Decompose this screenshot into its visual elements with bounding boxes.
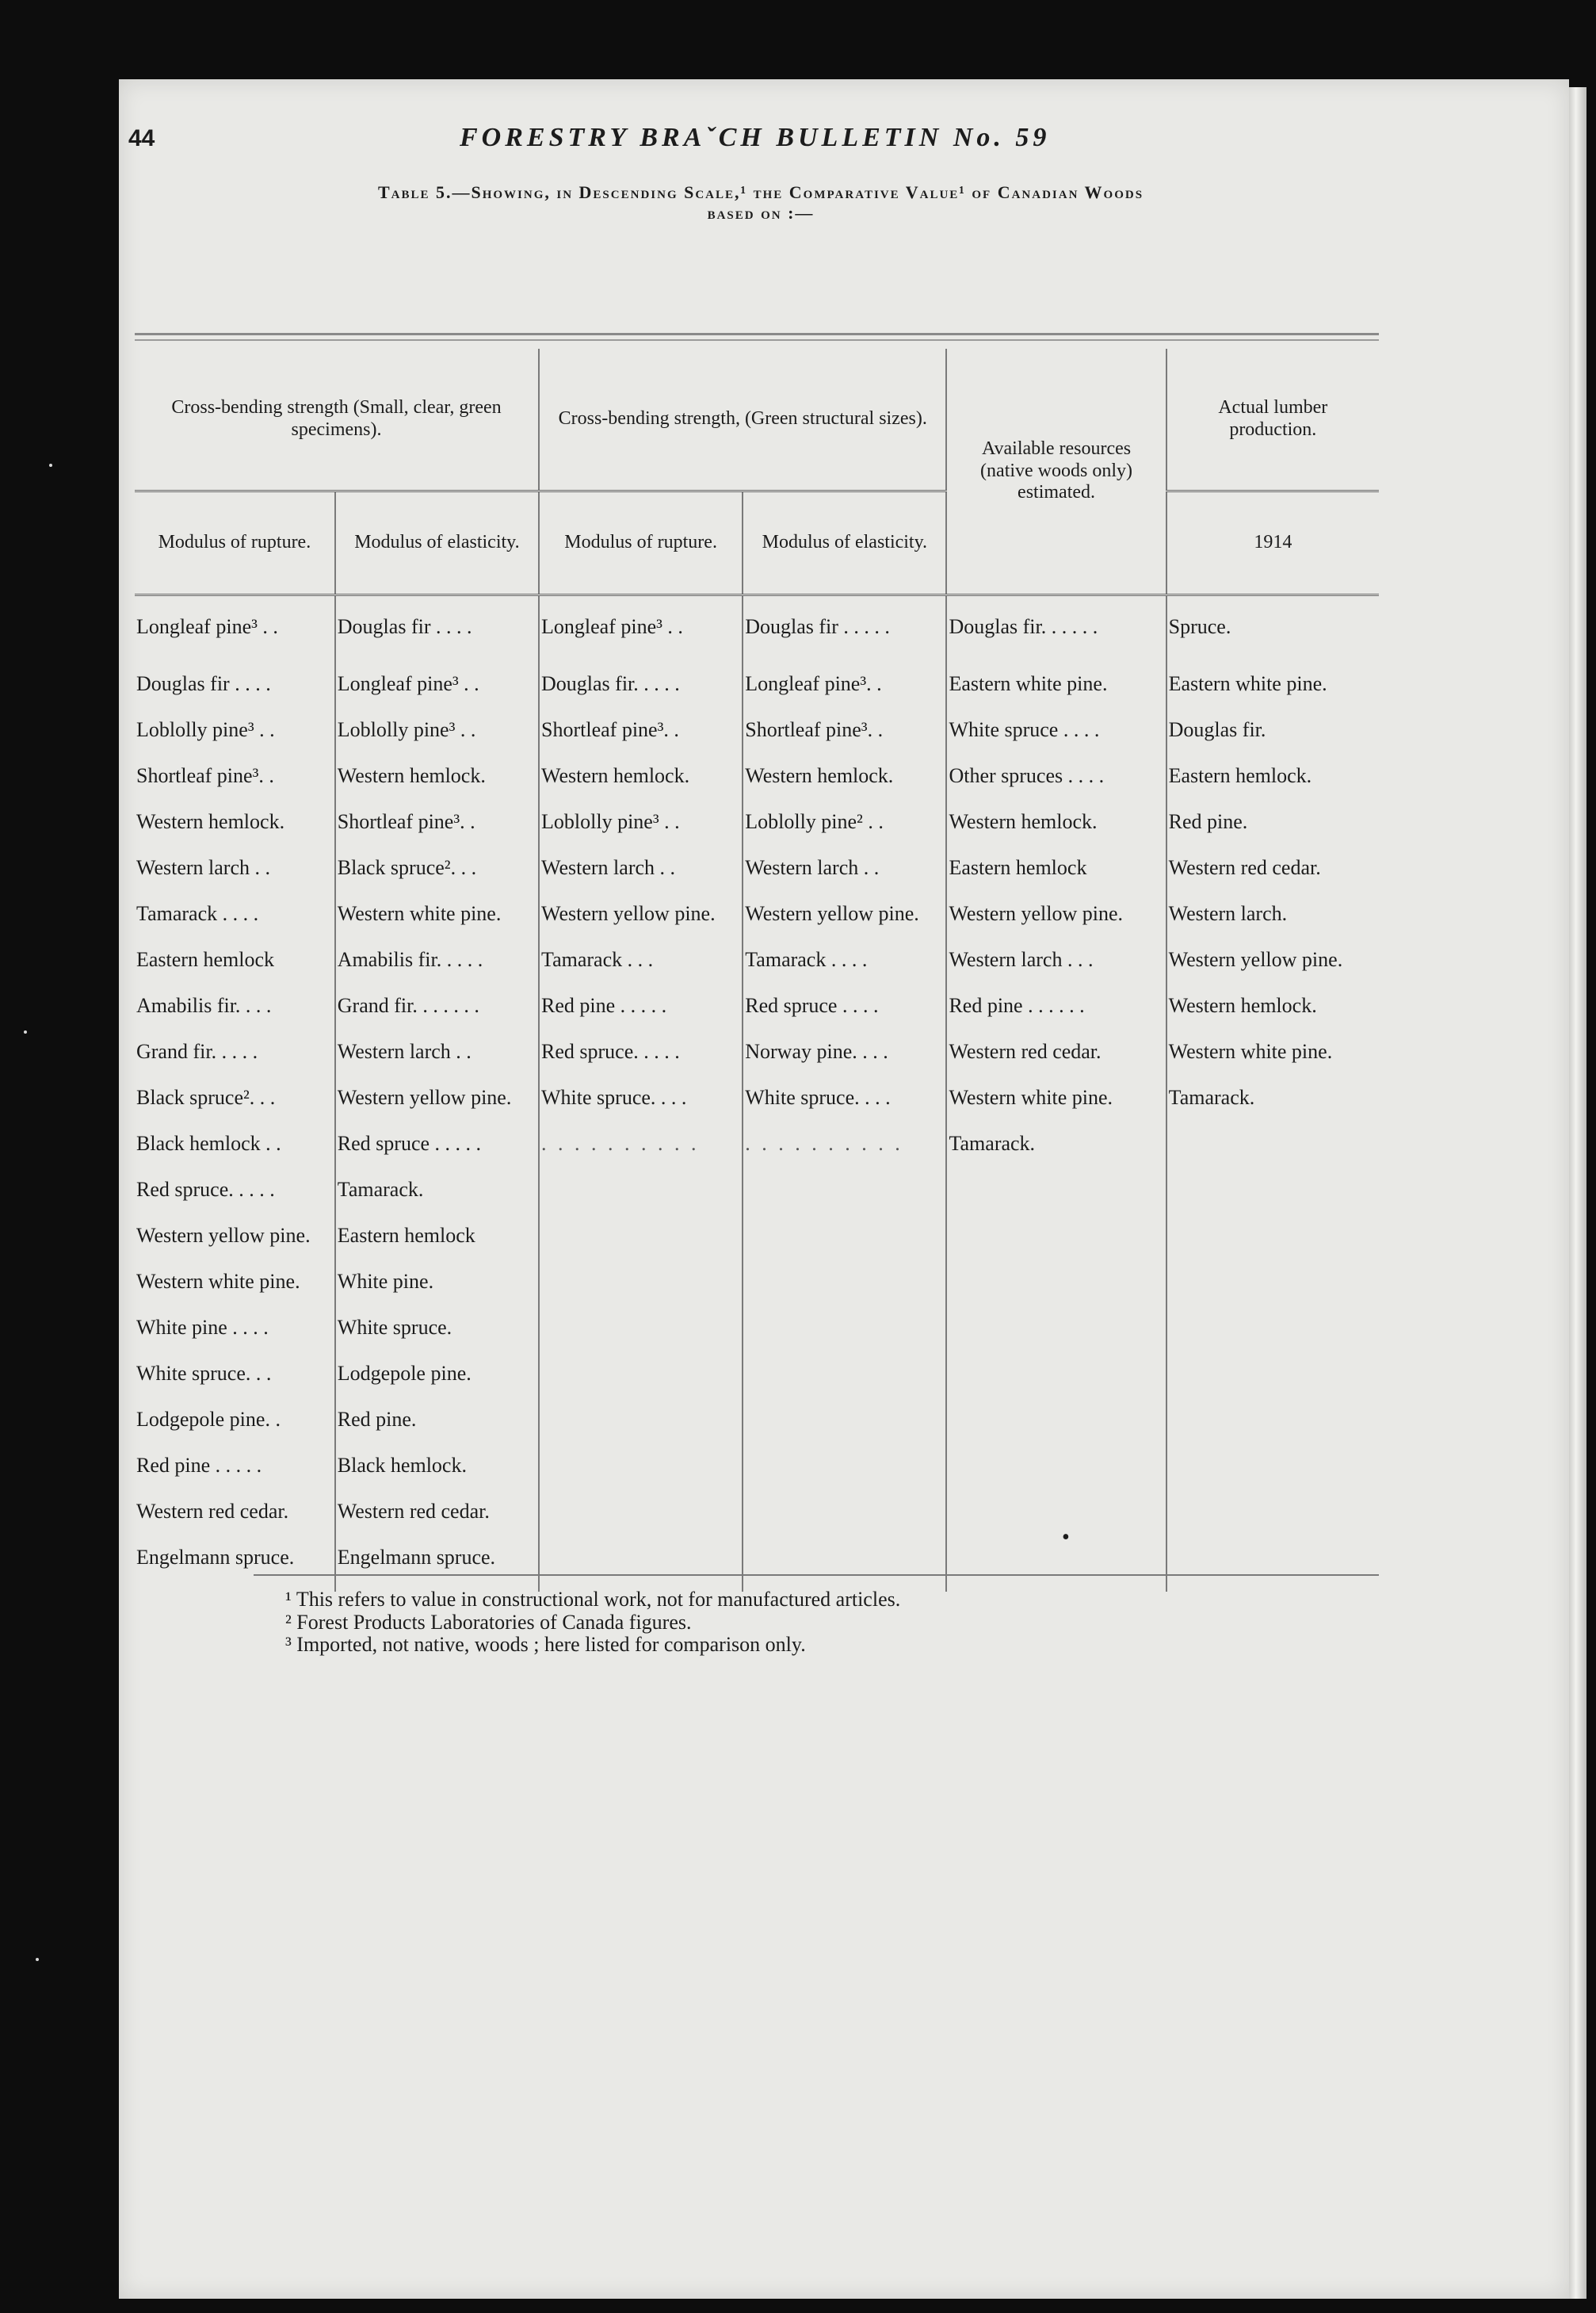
table-cell: Douglas fir . . . . [136,672,271,695]
table-row [135,1132,1379,1178]
table-cell [946,1500,1166,1546]
table-row [135,1270,1379,1316]
header-rupture-structural: Modulus of rupture. [539,491,743,595]
table-row [135,1546,1379,1592]
table-cell: Tamarack. [335,1178,539,1224]
table-cell: Western red cedar. [335,1500,539,1546]
table-cell: Longleaf pine³ . . [335,672,539,718]
footnotes [285,1589,1315,1657]
table-cell [743,1178,946,1224]
table-cell: Black hemlock. [335,1454,539,1500]
table-cell [946,1270,1166,1316]
table-row [135,1040,1379,1086]
table-cell: White spruce. . . . [539,1086,743,1132]
table-cell: Red spruce . . . . [743,994,946,1040]
running-head: FORESTRY BRAˇCH BULLETIN No. 59 [460,123,1051,152]
table-cell: White spruce. . . [136,1362,272,1385]
table-cell: Red spruce. . . . . [136,1178,275,1201]
table-cell [946,1408,1166,1454]
table-cell: Western yellow pine. [1166,948,1379,994]
table-caption [158,182,1363,224]
header-available-resources: Available resources (native woods only) estimated. [946,349,1166,595]
table-cell: Red pine . . . . . [539,994,743,1040]
table-cell: Loblolly pine³ . . [136,718,275,741]
table-cell [539,1546,743,1592]
table-cell: Red pine . . . . . [136,1454,262,1477]
table-cell [539,1454,743,1500]
table-cell [539,1500,743,1546]
dots-placeholder: . . . . . . . . . . [541,1132,700,1155]
table-cell [1166,1362,1379,1408]
table-cell [539,1362,743,1408]
table-cell [1166,1224,1379,1270]
table-cell: Western hemlock. [136,810,285,833]
table-row [135,948,1379,994]
comparative-value-table [135,349,1379,1592]
table-cell: Grand fir. . . . . . . [335,994,539,1040]
table-cell: Western larch . . [335,1040,539,1086]
header-elasticity-small: Modulus of elasticity. [335,491,539,595]
table-cell: Douglas fir. [1166,718,1379,764]
table-cell [743,1362,946,1408]
table-cell [539,1132,743,1178]
header-elasticity-structural: Modulus of elasticity. [743,491,946,595]
table-cell [539,1408,743,1454]
scan-speck [24,1030,27,1034]
table-cell: Spruce. [1166,595,1379,673]
table-cell: Shortleaf pine³. . [539,718,743,764]
stray-mark: • [1062,1525,1070,1550]
table-cell: Longleaf pine³ . . [539,595,743,673]
table-cell: Red spruce. . . . . [539,1040,743,1086]
table-cell: Longleaf pine³ . . [136,615,278,638]
table-cell: Western hemlock. [1166,994,1379,1040]
table-cell: Tamarack. [1166,1086,1379,1132]
table-cell [539,1270,743,1316]
table-cell: Eastern hemlock [136,948,274,971]
table-cell: Douglas fir. . . . . [539,672,743,718]
table-cell: Red spruce . . . . . [335,1132,539,1178]
table-cell: Western hemlock. [335,764,539,810]
table-cell [946,1362,1166,1408]
table-cell [743,1500,946,1546]
header-year: 1914 [1166,491,1379,595]
table-cell: Lodgepole pine. . [136,1408,281,1431]
table-cell: White pine . . . . [136,1316,269,1339]
bottom-rule [254,1574,1379,1576]
table-cell: Western red cedar. [1166,856,1379,902]
table-row [135,672,1379,718]
table-cell: Western yellow pine. [335,1086,539,1132]
table-cell: Tamarack. [946,1132,1166,1178]
table-cell: Western white pine. [136,1270,300,1293]
table-cell: Norway pine. . . . [743,1040,946,1086]
table-cell: Tamarack . . . [539,948,743,994]
table-body [135,595,1379,1592]
table-cell: Engelmann spruce. [335,1546,539,1592]
table-cell [1166,1408,1379,1454]
table-cell [1166,1178,1379,1224]
table-cell: Eastern white pine. [946,672,1166,718]
table-cell: Western yellow pine. [743,902,946,948]
table-cell: White spruce. [335,1316,539,1362]
table-cell: White pine. [335,1270,539,1316]
table-cell: Grand fir. . . . . [136,1040,258,1063]
table-row [135,1362,1379,1408]
table-cell: Western larch. [1166,902,1379,948]
table-cell [743,1546,946,1592]
table-cell: Loblolly pine³ . . [539,810,743,856]
table-row [135,810,1379,856]
table-cell: Western larch . . . [946,948,1166,994]
page-number: 44 [128,125,155,151]
table-cell: Western larch . . [136,856,270,879]
table-cell: Black spruce². . . [335,856,539,902]
table-cell: Tamarack . . . . [743,948,946,994]
table-row [135,1500,1379,1546]
table-cell [1166,1500,1379,1546]
table-cell: Red pine . . . . . . [946,994,1166,1040]
table-cell: Western hemlock. [539,764,743,810]
table-row [135,1178,1379,1224]
table-cell [946,1224,1166,1270]
table-cell: Western white pine. [335,902,539,948]
table-cell [1166,1316,1379,1362]
header-lumber-production: Actual lumber production. [1166,349,1379,491]
table-cell [743,1270,946,1316]
footnote-2: ² Forest Products Laboratories of Canada figures. [285,1610,692,1634]
table-cell: Western hemlock. [946,810,1166,856]
table-cell: Red pine. [1166,810,1379,856]
table-cell: Douglas fir . . . . . [743,595,946,673]
table-cell: Shortleaf pine³. . [743,718,946,764]
table-cell: Western hemlock. [743,764,946,810]
caption-line-2: based on :— [707,203,815,224]
table-row [135,856,1379,902]
table-cell: Western larch . . [539,856,743,902]
table-cell [946,1454,1166,1500]
table-cell: White spruce. . . . [743,1086,946,1132]
table-cell [743,1454,946,1500]
table-cell: Black spruce². . . [136,1086,276,1109]
table-cell [1166,1270,1379,1316]
header-structural: Cross-bending strength, (Green structural sizes). [539,349,946,491]
table-cell: Douglas fir. . . . . . [946,595,1166,673]
table-row [135,1408,1379,1454]
table-cell: Western larch . . [743,856,946,902]
table-row [135,1454,1379,1500]
table-cell [539,1316,743,1362]
table-cell [946,1178,1166,1224]
table-cell: Western red cedar. [946,1040,1166,1086]
table-row [135,718,1379,764]
table-cell: Eastern hemlock [946,856,1166,902]
table-cell: Western red cedar. [136,1500,289,1523]
header-rupture-small: Modulus of rupture. [135,491,335,595]
table-cell: Western white pine. [946,1086,1166,1132]
table-cell [539,1178,743,1224]
table-cell: Tamarack . . . . [136,902,259,925]
table-row [135,1224,1379,1270]
header-small-specimens: Cross-bending strength (Small, clear, green specimens). [135,349,539,491]
table-cell: Western white pine. [1166,1040,1379,1086]
table-row [135,994,1379,1040]
table-cell: Loblolly pine² . . [743,810,946,856]
page-edge [1569,87,1586,2299]
table-cell [1166,1132,1379,1178]
table-cell: Black hemlock . . [136,1132,281,1155]
table-cell: Douglas fir . . . . [335,595,539,673]
table-cell [1166,1546,1379,1592]
table-cell [946,1546,1166,1592]
table-cell: Eastern hemlock. [1166,764,1379,810]
table-row [135,1086,1379,1132]
table-cell [946,1316,1166,1362]
dots-placeholder: . . . . . . . . . . [745,1132,903,1155]
footnote-1: ¹ This refers to value in constructional work, not for manufactured articles. [285,1588,901,1611]
table-cell: Western yellow pine. [946,902,1166,948]
table-cell [743,1408,946,1454]
table-cell: White spruce . . . . [946,718,1166,764]
table-cell: Shortleaf pine³. . [335,810,539,856]
table-row [135,764,1379,810]
table-row [135,1316,1379,1362]
top-rule [135,333,1379,335]
table-cell: Amabilis fir. . . . . [335,948,539,994]
table-row [135,595,1379,673]
table-cell: Shortleaf pine³. . [136,764,274,787]
table-cell [539,1224,743,1270]
caption-line-1: Table 5.—Showing, in Descending Scale,¹ the Comparative Value¹ of Canadian Woods [377,182,1144,202]
table-cell: Engelmann spruce. [136,1546,295,1569]
table-cell [743,1316,946,1362]
table-cell: Other spruces . . . . [946,764,1166,810]
table-cell: Western yellow pine. [136,1224,311,1247]
table-cell [1166,1454,1379,1500]
table-cell [743,1132,946,1178]
table-row [135,902,1379,948]
table-cell: Longleaf pine³. . [743,672,946,718]
scan-speck [36,1958,39,1961]
table-cell: Western yellow pine. [539,902,743,948]
table-cell: Amabilis fir. . . . [136,994,272,1017]
table-cell: Lodgepole pine. [335,1362,539,1408]
table-cell: Red pine. [335,1408,539,1454]
table-cell: Eastern hemlock [335,1224,539,1270]
table-cell: Loblolly pine³ . . [335,718,539,764]
scan-speck [49,464,52,467]
top-rule-secondary [135,339,1379,341]
table-cell: Eastern white pine. [1166,672,1379,718]
table-cell [743,1224,946,1270]
footnote-3: ³ Imported, not native, woods ; here listed for comparison only. [285,1633,806,1657]
